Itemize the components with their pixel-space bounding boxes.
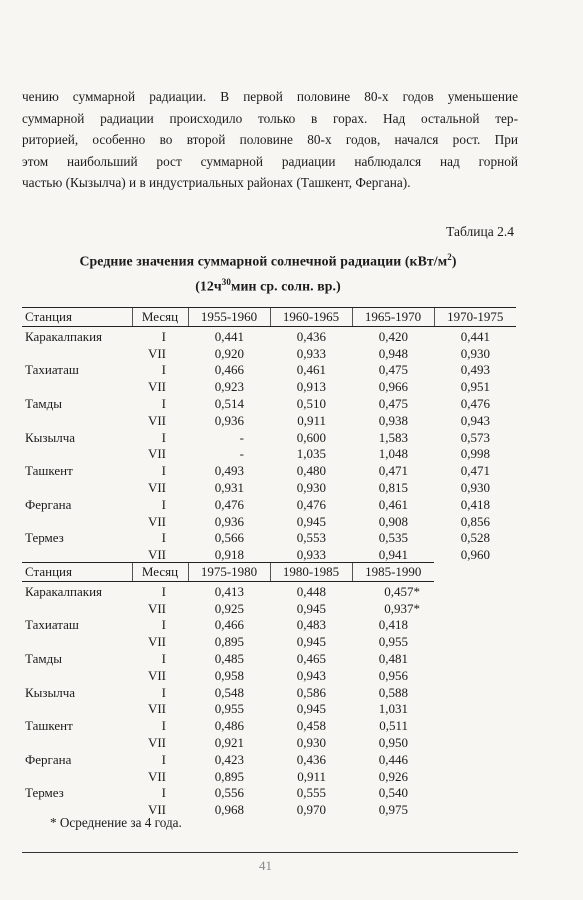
month-cell: VII [147, 345, 166, 361]
station-cell: Каракалпакия [25, 583, 103, 599]
value-cell: 0,948 [378, 345, 408, 361]
table-row [22, 601, 516, 618]
month-cell: VII [147, 667, 166, 683]
value-cell: 0,945 [296, 600, 326, 616]
month-cell: I [161, 617, 166, 633]
value-cell: 0,476 [460, 395, 490, 411]
value-cell: 0,461 [378, 496, 408, 512]
value-cell: 0,600 [296, 429, 326, 445]
value-cell: 0,936 [214, 412, 244, 428]
value-cell: 0,895 [214, 768, 244, 784]
value-cell: 0,923 [214, 379, 244, 395]
radiation-table-2 [22, 562, 516, 819]
value-cell: 0,970 [296, 802, 326, 818]
table-row [22, 446, 516, 463]
table-row [22, 346, 516, 363]
value-cell: - [239, 429, 244, 445]
station-cell: Кызылча [25, 684, 76, 700]
column-header: Станция [22, 563, 132, 582]
station-cell: Ташкент [25, 463, 73, 479]
station-cell [22, 735, 132, 752]
paragraph-line: чению суммарной радиации. В первой половине 80-х годов уменьшение [22, 89, 518, 104]
value-cell: 0,945 [296, 634, 326, 650]
station-cell: Фергана [25, 496, 72, 512]
month-cell: I [161, 785, 166, 801]
month-cell: VII [147, 379, 166, 395]
paragraph-line: суммарной радиации происходило только в горах. Над остальной тер- [22, 110, 518, 126]
column-header: 1960-1965 [270, 308, 352, 327]
column-header: 1980-1985 [270, 563, 352, 582]
value-cell: 0,975 [378, 802, 408, 818]
title-text: Средние значения суммарной солнечной радиации (кВт/м [79, 253, 448, 269]
empty-cell [434, 769, 516, 786]
table-row [22, 514, 516, 531]
month-cell: I [161, 718, 166, 734]
value-cell: 0,933 [296, 547, 326, 563]
value-cell: 0,968 [214, 802, 244, 818]
table-row [22, 735, 516, 752]
empty-cell [434, 668, 516, 685]
title-text-end: ) [451, 253, 457, 269]
value-cell: 0,555 [296, 785, 326, 801]
table-row [22, 785, 516, 802]
station-cell [22, 701, 132, 718]
value-cell: 0,933 [296, 345, 326, 361]
month-cell: I [161, 362, 166, 378]
empty-cell [434, 701, 516, 718]
value-cell: 0,856 [460, 513, 490, 529]
value-cell: 0,931 [214, 479, 244, 495]
value-cell: 1,035 [296, 446, 326, 462]
value-cell: 0,436 [296, 328, 326, 344]
empty-cell [434, 617, 516, 634]
value-cell: 0,938 [378, 412, 408, 428]
station-cell [22, 446, 132, 463]
month-cell: VII [147, 734, 166, 750]
station-cell: Фергана [25, 751, 72, 767]
value-cell: 0,436 [296, 751, 326, 767]
month-cell: VII [147, 634, 166, 650]
value-cell: 0,413 [214, 583, 244, 599]
value-cell: 0,930 [460, 479, 490, 495]
column-header: 1975-1980 [188, 563, 270, 582]
value-cell: 0,514 [214, 395, 244, 411]
value-cell: 0,908 [378, 513, 408, 529]
table-row [22, 413, 516, 430]
value-cell: 0,480 [296, 463, 326, 479]
title-time: (12ч [195, 278, 222, 294]
table-row [22, 497, 516, 514]
value-cell: 0,936 [214, 513, 244, 529]
station-cell [22, 379, 132, 396]
table-row [22, 685, 516, 702]
value-cell: - [239, 446, 244, 462]
value-cell: 0,418 [378, 617, 408, 633]
month-cell: VII [147, 768, 166, 784]
table-row [22, 379, 516, 396]
value-cell: 0,911 [297, 412, 326, 428]
value-cell: 0,476 [296, 496, 326, 512]
value-cell: 0,930 [460, 345, 490, 361]
value-cell: 0,573 [460, 429, 490, 445]
value-cell: 0,418 [460, 496, 490, 512]
value-cell: 0,446 [378, 751, 408, 767]
table-row [22, 480, 516, 497]
table-row [22, 430, 516, 447]
value-cell: 0,945 [296, 513, 326, 529]
station-cell [22, 601, 132, 618]
title-superscript: 2 [447, 252, 452, 262]
table-row [22, 718, 516, 735]
value-cell: 0,943 [460, 412, 490, 428]
empty-cell [434, 718, 516, 735]
empty-cell [434, 601, 516, 618]
station-cell: Тамды [25, 395, 62, 411]
station-cell: Кызылча [25, 429, 76, 445]
station-cell [22, 634, 132, 651]
table-title [18, 247, 518, 296]
month-cell: I [161, 751, 166, 767]
value-cell: 0,941 [378, 547, 408, 563]
value-cell: 0,955 [214, 701, 244, 717]
paragraph-line: этом наибольший рост суммарной радиации наблюдался над горной [22, 153, 518, 169]
value-cell: 0,511 [379, 718, 408, 734]
value-cell: 1,031 [378, 701, 408, 717]
value-cell: 0,466 [214, 617, 244, 633]
table-title-line2 [18, 272, 518, 297]
value-cell: 0,926 [378, 768, 408, 784]
value-cell: 0,930 [296, 734, 326, 750]
value-cell: 0,540 [378, 785, 408, 801]
value-cell: 0,921 [214, 734, 244, 750]
month-cell: I [161, 328, 166, 344]
month-cell: I [161, 530, 166, 546]
table-row [22, 617, 516, 634]
value-cell: 0,458 [296, 718, 326, 734]
value-cell: 0,485 [214, 650, 244, 666]
value-cell: 0,423 [214, 751, 244, 767]
station-cell: Термез [25, 530, 64, 546]
month-cell: VII [147, 802, 166, 818]
station-cell [22, 668, 132, 685]
page-number: 41 [259, 858, 272, 873]
value-cell: 0,998 [460, 446, 490, 462]
value-cell: 0,461 [296, 362, 326, 378]
table-number: Таблица 2.4 [446, 224, 514, 239]
table-row [22, 396, 516, 413]
value-cell: 0,476 [214, 496, 244, 512]
value-cell: 0,471 [378, 463, 408, 479]
value-cell: 0,420 [378, 328, 408, 344]
empty-cell [434, 651, 516, 668]
value-cell: 0,486 [214, 718, 244, 734]
month-cell: VII [147, 600, 166, 616]
value-cell: 0,556 [214, 785, 244, 801]
value-cell: 0,960 [460, 547, 490, 563]
value-cell: 0,925 [214, 600, 244, 616]
value-cell: 0,911 [297, 768, 326, 784]
value-cell: 0,475 [378, 362, 408, 378]
value-cell: 0,553 [296, 530, 326, 546]
value-cell: 0,441 [214, 328, 244, 344]
table-row [22, 463, 516, 480]
empty-cell [434, 685, 516, 702]
value-cell: 0,943 [296, 667, 326, 683]
paragraph-line: риторией, особенно во второй половине 80-х годов, начался рост. При [22, 132, 518, 147]
value-cell: 0,588 [378, 684, 408, 700]
value-cell: 0,920 [214, 345, 244, 361]
table-row [22, 530, 516, 547]
month-cell: I [161, 496, 166, 512]
table-row [22, 634, 516, 651]
value-cell: 0,528 [460, 530, 490, 546]
value-cell: 0,945 [296, 701, 326, 717]
column-header: Месяц [132, 563, 188, 582]
value-cell: 1,048 [378, 446, 408, 462]
column-header: 1970-1975 [434, 308, 516, 327]
station-cell [22, 413, 132, 430]
value-cell: 0,913 [296, 379, 326, 395]
value-cell: 0,950 [378, 734, 408, 750]
value-cell: 0,481 [378, 650, 408, 666]
empty-cell [434, 785, 516, 802]
month-cell: VII [147, 547, 166, 563]
table-row [22, 701, 516, 718]
month-cell: VII [147, 513, 166, 529]
value-cell: 0,815 [378, 479, 408, 495]
station-cell [22, 514, 132, 531]
value-cell: 0,956 [378, 667, 408, 683]
month-cell: I [161, 583, 166, 599]
empty-cell [434, 581, 516, 600]
value-cell: 0,895 [214, 634, 244, 650]
month-cell: VII [147, 446, 166, 462]
value-cell: 0,566 [214, 530, 244, 546]
column-header: Станция [22, 308, 132, 327]
column-header: 1985-1990 [352, 563, 434, 582]
column-header: Месяц [132, 308, 188, 327]
value-cell: 0,586 [296, 684, 326, 700]
month-cell: I [161, 684, 166, 700]
value-cell: 0,930 [296, 479, 326, 495]
value-cell: 0,457* [384, 583, 420, 599]
table-row [22, 752, 516, 769]
value-cell: 0,475 [378, 395, 408, 411]
page-rule [22, 852, 518, 853]
value-cell: 0,441 [460, 328, 490, 344]
table-row [22, 362, 516, 379]
value-cell: 0,958 [214, 667, 244, 683]
value-cell: 0,937* [384, 600, 420, 616]
value-cell: 0,510 [296, 395, 326, 411]
column-header: 1955-1960 [188, 308, 270, 327]
value-cell: 1,583 [378, 429, 408, 445]
value-cell: 0,466 [214, 362, 244, 378]
month-cell: I [161, 429, 166, 445]
table-row [22, 769, 516, 786]
value-cell: 0,535 [378, 530, 408, 546]
station-cell: Тахиаташ [25, 362, 79, 378]
value-cell: 0,448 [296, 583, 326, 599]
station-cell [22, 769, 132, 786]
table-row [22, 326, 516, 345]
month-cell: I [161, 650, 166, 666]
value-cell: 0,471 [460, 463, 490, 479]
value-cell: 0,955 [378, 634, 408, 650]
station-cell: Каракалпакия [25, 328, 103, 344]
empty-cell [434, 735, 516, 752]
month-cell: I [161, 395, 166, 411]
value-cell: 0,493 [214, 463, 244, 479]
station-cell: Тахиаташ [25, 617, 79, 633]
title-time-superscript: 30 [221, 276, 231, 287]
table-row [22, 581, 516, 600]
station-cell: Термез [25, 785, 64, 801]
value-cell: 0,951 [460, 379, 490, 395]
paragraph-line: частью (Кызылча) и в индустриальных районах (Ташкент, Фергана). [22, 175, 411, 190]
station-cell [22, 346, 132, 363]
empty-cell [434, 752, 516, 769]
column-header: 1965-1970 [352, 308, 434, 327]
table-row [22, 651, 516, 668]
month-cell: VII [147, 479, 166, 495]
value-cell: 0,493 [460, 362, 490, 378]
title-time-rest: мин ср. солн. вр.) [230, 278, 341, 294]
month-cell: VII [147, 701, 166, 717]
value-cell: 0,548 [214, 684, 244, 700]
month-cell: VII [147, 412, 166, 428]
empty-cell [434, 802, 516, 819]
station-cell: Тамды [25, 650, 62, 666]
month-cell: I [161, 463, 166, 479]
table-row [22, 668, 516, 685]
value-cell: 0,465 [296, 650, 326, 666]
value-cell: 0,483 [296, 617, 326, 633]
body-paragraph [22, 86, 518, 194]
empty-cell [434, 634, 516, 651]
value-cell: 0,918 [214, 547, 244, 563]
station-cell [22, 480, 132, 497]
radiation-table-1 [22, 307, 516, 564]
table-title-line1 [18, 247, 518, 272]
station-cell: Ташкент [25, 718, 73, 734]
value-cell: 0,966 [378, 379, 408, 395]
footnote: * Осреднение за 4 года. [50, 815, 182, 830]
